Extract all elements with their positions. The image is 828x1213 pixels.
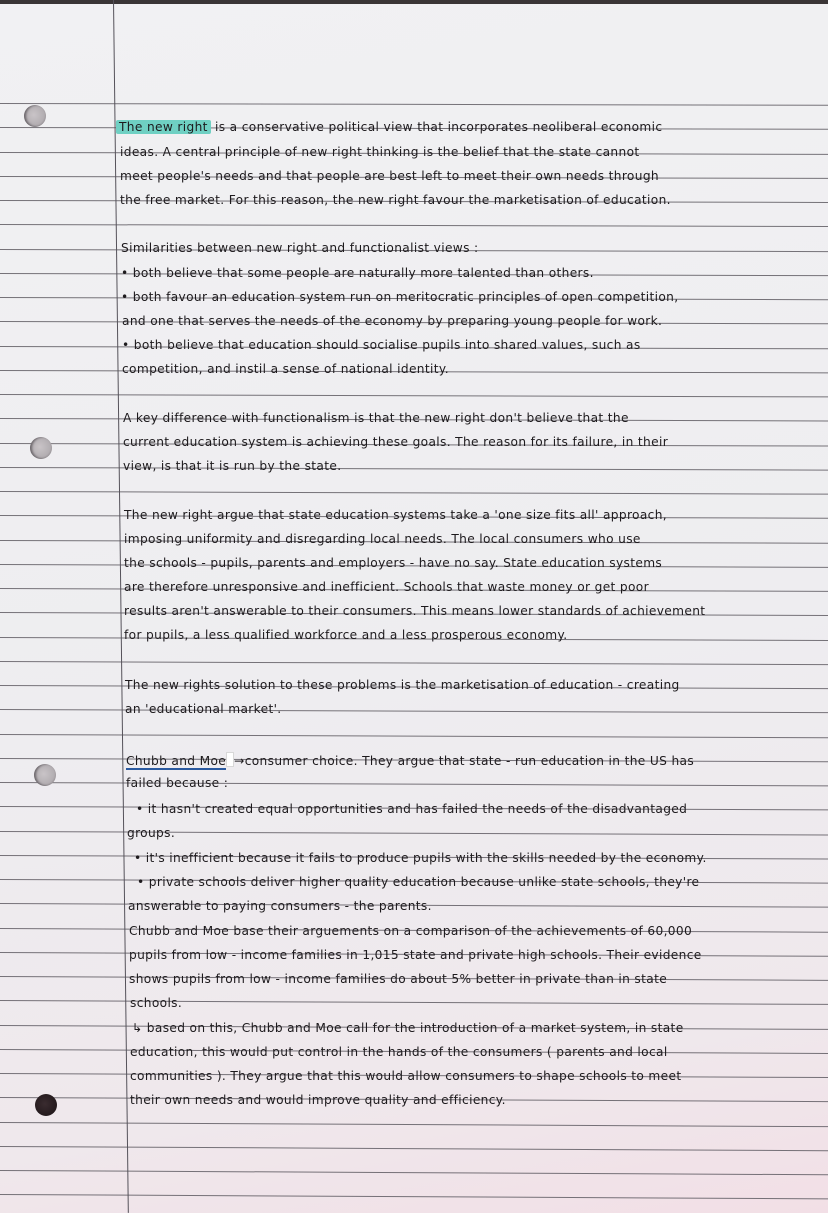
text-line: competition, and instil a sense of national identity. — [122, 362, 449, 376]
bullet-item: • it hasn't created equal opportunities and has failed the needs of the disadvantaged — [136, 802, 688, 816]
text-line: The new right is a conservative political view that incorporates neoliberal economic — [120, 120, 662, 134]
text-line: failed because : — [126, 776, 229, 790]
text-line: view, is that it is run by the state. — [123, 459, 342, 473]
text-line: their own needs and would improve quality and efficiency. — [130, 1093, 506, 1107]
underlined-term: Chubb and Moe — [126, 754, 227, 768]
text-line: and one that serves the needs of the economy by preparing young people for work. — [122, 314, 663, 328]
highlighted-term: The new right — [116, 120, 211, 134]
text-line: the schools - pupils, parents and employers - have no say. State education systems — [124, 556, 663, 570]
text-line: imposing uniformity and disregarding local needs. The local consumers who use — [124, 532, 641, 546]
text-line: shows pupils from low - income families do about 5% better in private than in state — [129, 972, 668, 986]
text-line: for pupils, a less qualified workforce and a less prosperous economy. — [124, 628, 568, 642]
text-line: the free market. For this reason, the new right favour the marketisation of education. — [120, 193, 671, 207]
text-line: schools. — [130, 996, 183, 1010]
text-line: are therefore unresponsive and inefficient. Schools that waste money or get poor — [124, 580, 649, 594]
text-line: pupils from low - income families in 1,015 state and private high schools. Their evidence — [129, 948, 702, 962]
text-cursor — [226, 752, 234, 767]
text-line: The new right argue that state education systems take a 'one size fits all' approach, — [124, 508, 668, 522]
text-line: results aren't answerable to their consumers. This means lower standards of achievement — [124, 604, 706, 618]
section-heading: Similarities between new right and functionalist views : — [121, 241, 479, 255]
text-line: meet people's needs and that people are best left to meet their own needs through — [120, 169, 659, 183]
text-line: Chubb and Moe →consumer choice. They argue that state - run education in the US has — [126, 754, 695, 768]
text-line: education, this would put control in the hands of the consumers ( parents and local — [130, 1045, 668, 1059]
bullet-item: • both favour an education system run on meritocratic principles of open competition, — [121, 290, 679, 304]
text-line: The new rights solution to these problems is the marketisation of education - creating — [125, 678, 680, 692]
bullet-item: • both believe that education should socialise pupils into shared values, such as — [122, 338, 641, 352]
bullet-item: • it's inefficient because it fails to produce pupils with the skills needed by the economy. — [134, 851, 707, 865]
text-line: communities ). They argue that this would allow consumers to shape schools to meet — [130, 1069, 682, 1083]
text-line: an 'educational market'. — [125, 702, 282, 716]
text-line: A key difference with functionalism is that the new right don't believe that the — [123, 411, 629, 425]
text-line: groups. — [127, 826, 176, 840]
text-line: answerable to paying consumers - the parents. — [128, 899, 432, 913]
text-line: ideas. A central principle of new right thinking is the belief that the state cannot — [120, 145, 640, 159]
text-line: ↳ based on this, Chubb and Moe call for the introduction of a market system, in state — [132, 1021, 684, 1035]
bullet-item: • both believe that some people are naturally more talented than others. — [121, 266, 594, 280]
text-line: Chubb and Moe base their arguements on a comparison of the achievements of 60,000 — [129, 924, 693, 938]
arrow-icon: → — [234, 754, 245, 768]
bullet-item: • private schools deliver higher quality education because unlike state schools, they're — [137, 875, 700, 889]
text-line: current education system is achieving these goals. The reason for its failure, in their — [123, 435, 669, 449]
